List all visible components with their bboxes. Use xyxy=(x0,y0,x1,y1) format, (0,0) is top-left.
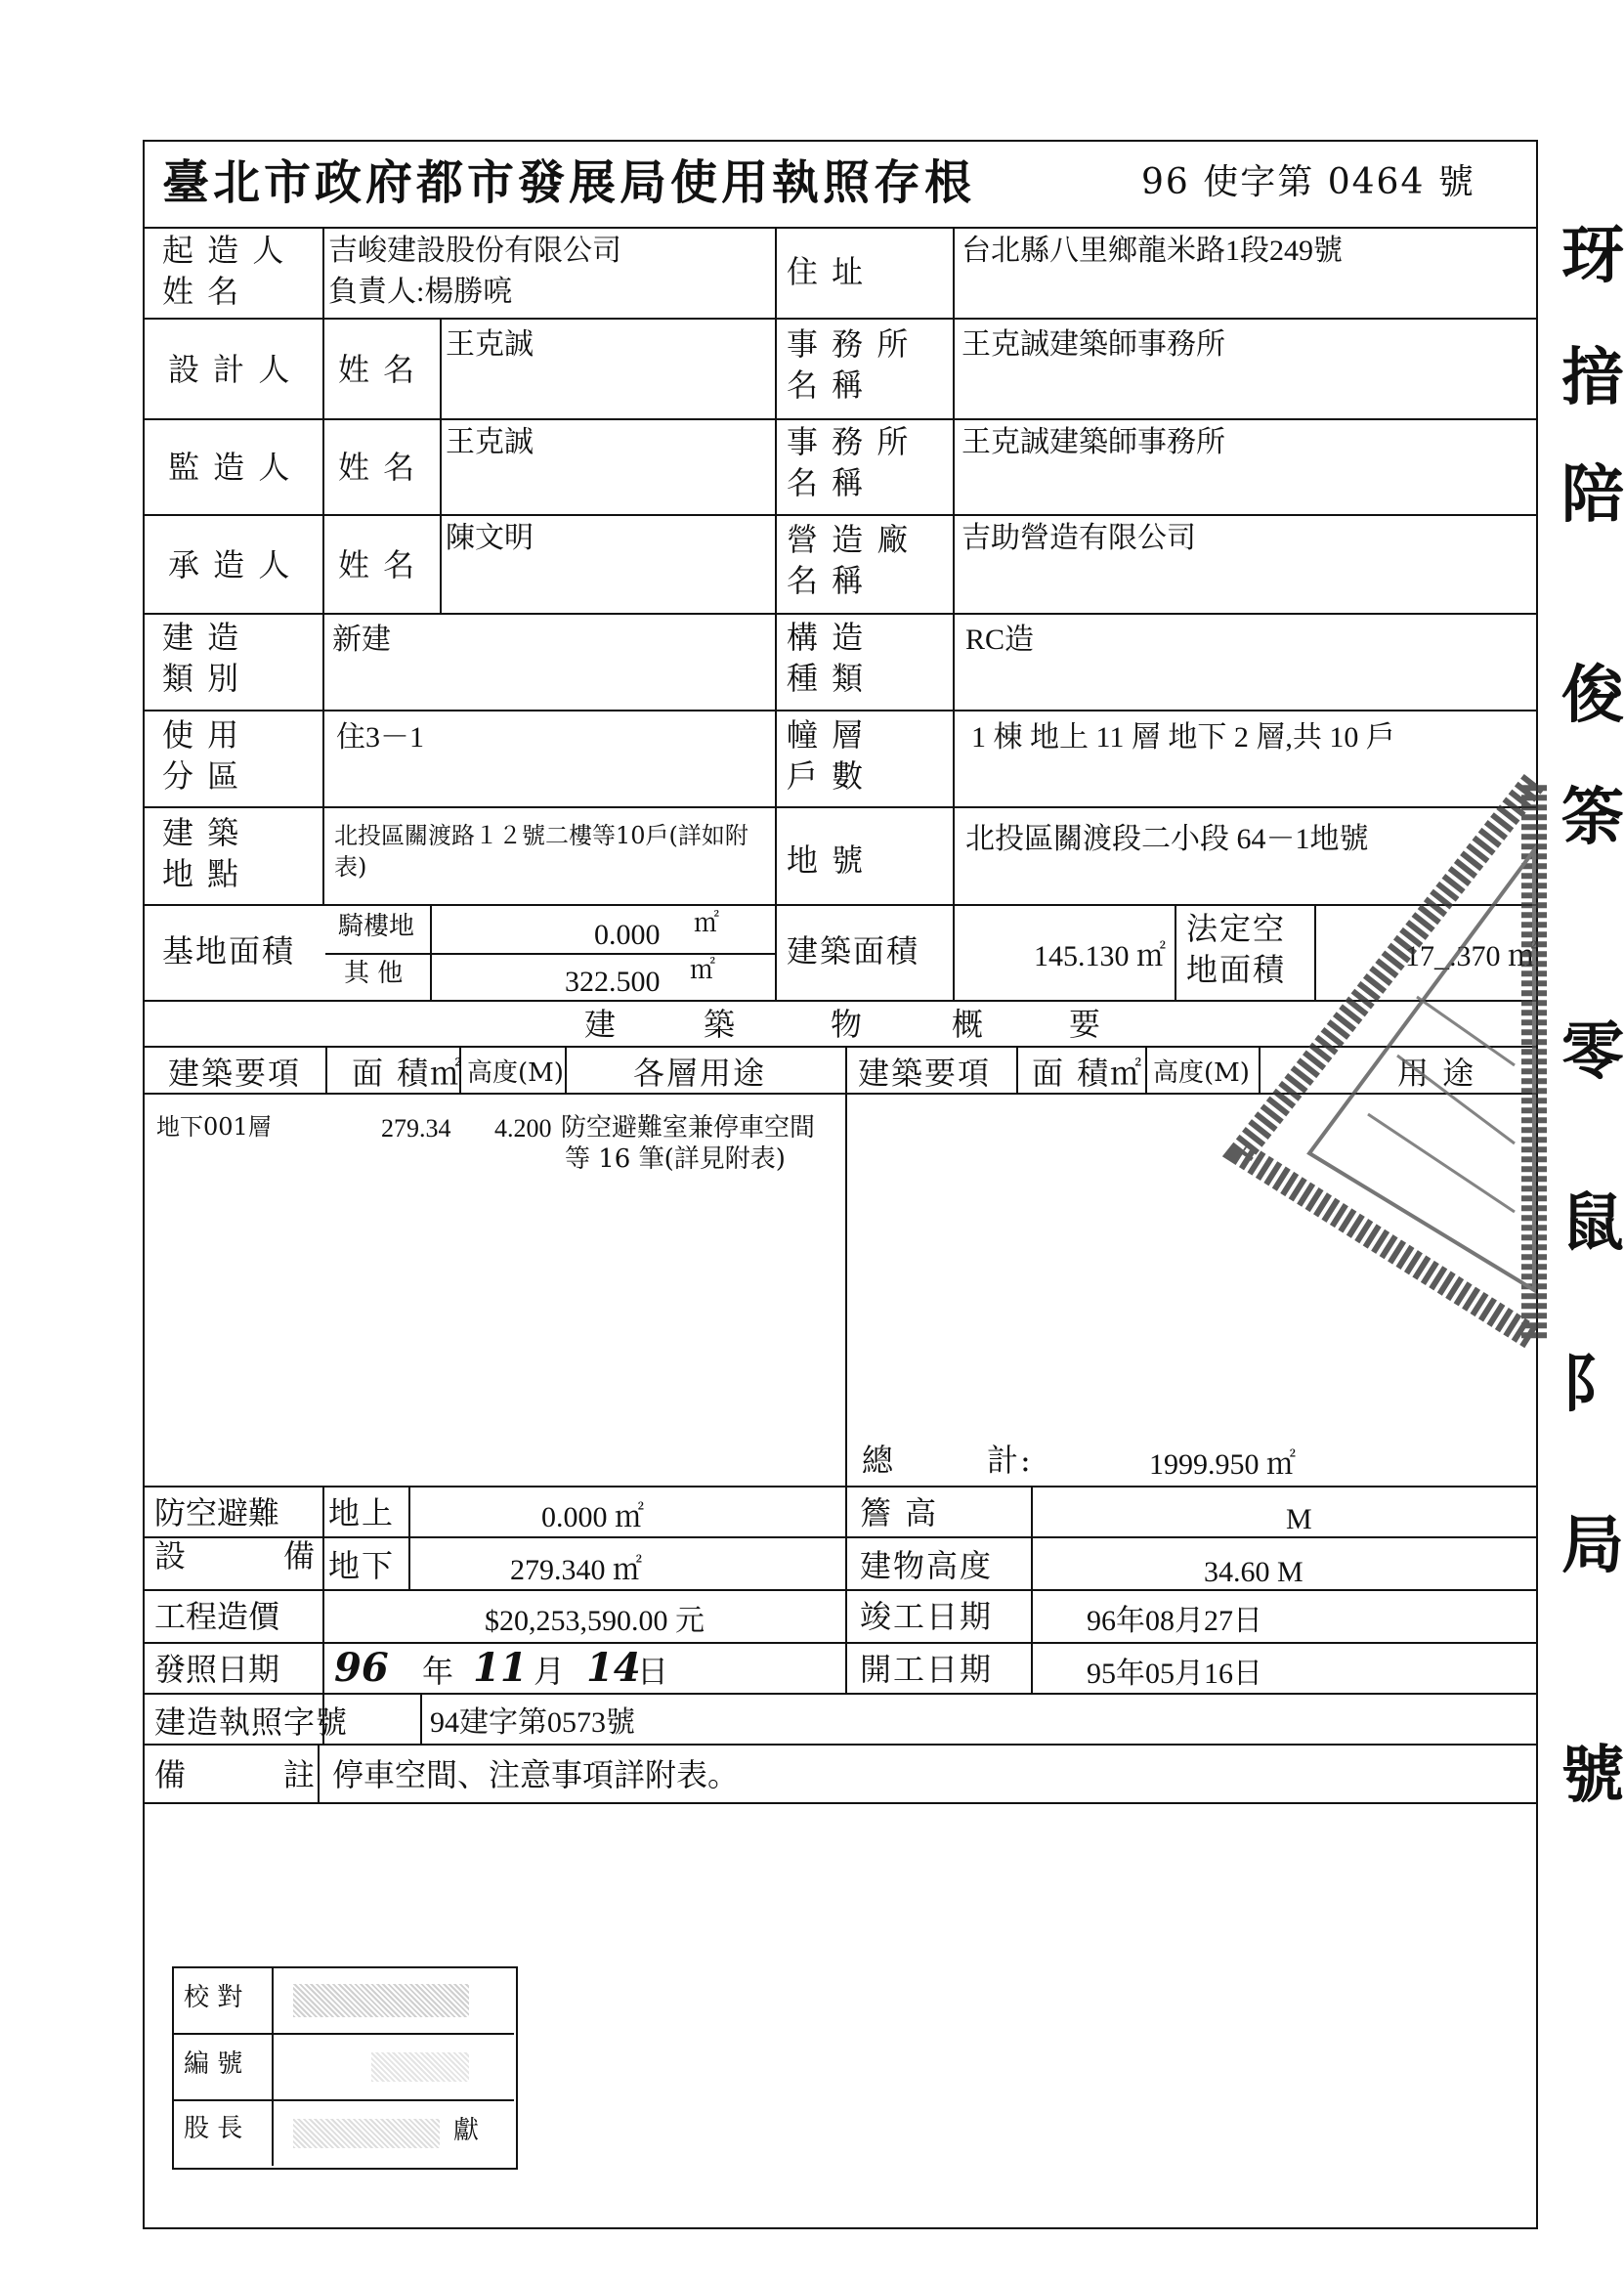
shelter-below-value: 279.340 ㎡ xyxy=(510,1554,642,1586)
build-permit-label: 建造執照字號 xyxy=(154,1703,349,1741)
official-stamp xyxy=(1221,743,1544,1368)
builder-address: 台北縣八里鄉龍米路1段249號 xyxy=(962,235,1343,267)
open-space-label: 法定空 xyxy=(1186,910,1287,947)
permit-mid: 使字第 xyxy=(1203,162,1315,202)
build-permit-value: 94建字第0573號 xyxy=(430,1706,635,1739)
shelter-label-2a: 設 xyxy=(154,1537,189,1574)
location-label-2: 地 點 xyxy=(162,855,241,892)
shelter-label: 防空避難 xyxy=(154,1494,280,1531)
supervisor-name: 王克誠 xyxy=(446,426,534,458)
structure-label-2: 種 類 xyxy=(787,660,866,697)
margin-char: 筡 xyxy=(1561,781,1624,854)
margin-char: 阝 xyxy=(1561,1348,1624,1421)
supervisor-name-label: 姓 名 xyxy=(338,449,417,486)
overview-heading-4: 概 xyxy=(952,1006,986,1043)
cost-value: $20,253,590.00 元 xyxy=(485,1605,705,1637)
designer-label: 設 計 人 xyxy=(168,351,292,388)
overview-heading-1: 建 xyxy=(584,1006,619,1043)
contractor-company-label: 營 造 廠 xyxy=(787,521,911,558)
overview-heading-5: 要 xyxy=(1069,1006,1103,1043)
location-value: 北投區關渡路１２號二樓等10戶(詳如附 xyxy=(334,822,748,849)
construction-type-label-2: 類 別 xyxy=(162,660,241,697)
table-row-floor: 地下001層 xyxy=(156,1113,272,1141)
open-space-label-2: 地面積 xyxy=(1186,951,1287,988)
table-row-height: 4.200 xyxy=(494,1114,552,1142)
shelter-above-label: 地上 xyxy=(328,1494,396,1531)
zoning-label: 使 用 xyxy=(162,716,241,754)
structure-type: RC造 xyxy=(965,624,1035,656)
designer-name-label: 姓 名 xyxy=(338,351,417,388)
col-item-header: 建築要項 xyxy=(168,1055,302,1092)
eaves-value: M xyxy=(1286,1503,1312,1535)
construction-type: 新建 xyxy=(332,624,391,656)
col-use-header-2: 用 途 xyxy=(1397,1055,1476,1092)
other-value: 322.500 xyxy=(565,966,661,998)
contractor-name: 陳文明 xyxy=(446,522,534,554)
completion-label: 竣工日期 xyxy=(860,1598,994,1635)
issue-year: 96 xyxy=(334,1645,389,1691)
lot-label: 地 號 xyxy=(787,841,866,879)
margin-char: 玡 xyxy=(1561,219,1624,292)
other-unit: ㎡ xyxy=(690,956,716,984)
arcade-unit: ㎡ xyxy=(694,909,720,937)
margin-char: 陪 xyxy=(1561,458,1624,532)
builder-rep: 負責人:楊勝喨 xyxy=(328,276,513,308)
table-row-use: 防空避難室兼停車空間 xyxy=(561,1113,816,1142)
designer-office-label: 事 務 所 xyxy=(787,325,911,363)
permit-num: 0464 xyxy=(1327,162,1426,202)
site-area-label: 基地面積 xyxy=(162,932,296,970)
permit-suffix: 號 xyxy=(1437,162,1475,202)
margin-char: 揞 xyxy=(1561,341,1624,414)
start-label: 開工日期 xyxy=(860,1651,994,1688)
signoff-number-stamp xyxy=(371,2052,469,2082)
signoff-number-label: 編 號 xyxy=(184,2049,243,2079)
eaves-label: 簷 高 xyxy=(860,1494,939,1531)
total-value: 1999.950 ㎡ xyxy=(1149,1448,1296,1481)
signoff-chief-stamp xyxy=(293,2119,440,2148)
page-title: 臺北市政府都市發展局使用執照存根 xyxy=(162,155,976,210)
total-label: 總 xyxy=(862,1442,896,1479)
margin-char: 號 xyxy=(1561,1739,1624,1812)
shelter-label-2b: 備 xyxy=(283,1537,318,1574)
designer-name: 王克誠 xyxy=(446,328,534,361)
supervisor-office: 王克誠建築師事務所 xyxy=(962,426,1225,458)
location-value-2: 表) xyxy=(334,853,367,881)
designer-office: 王克誠建築師事務所 xyxy=(962,328,1225,361)
col-use-header: 各層用途 xyxy=(633,1055,767,1092)
designer-office-label-2: 名 稱 xyxy=(787,366,866,404)
remarks-label-2: 註 xyxy=(283,1756,318,1793)
issue-month-unit: 月 xyxy=(534,1653,568,1690)
other-label: 其 他 xyxy=(344,959,404,988)
address-label: 住 址 xyxy=(787,253,866,290)
building-height-label: 建物高度 xyxy=(860,1547,994,1584)
remarks-label: 備 xyxy=(154,1756,189,1793)
zoning-label-2: 分 區 xyxy=(162,757,241,795)
issue-year-unit: 年 xyxy=(422,1653,456,1690)
margin-char: 俊 xyxy=(1561,659,1624,732)
builder-label-2: 姓 名 xyxy=(162,273,241,310)
issue-date-label: 發照日期 xyxy=(154,1651,280,1688)
signoff-chief-stamp-char: 獻 xyxy=(453,2116,480,2145)
signoff-check-stamp xyxy=(293,1984,469,2017)
margin-char: 局 xyxy=(1561,1509,1624,1582)
total-label-2: 計: xyxy=(987,1442,1033,1479)
building-area-value: 145.130 ㎡ xyxy=(1034,940,1166,972)
location-label: 建 築 xyxy=(162,814,241,851)
contractor-company-label-2: 名 稱 xyxy=(787,562,866,599)
building-height-value: 34.60 M xyxy=(1204,1556,1303,1588)
building-area-label: 建築面積 xyxy=(787,932,920,970)
permit-year: 96 xyxy=(1141,162,1190,202)
issue-month: 11 xyxy=(473,1645,528,1691)
col-area-header-2: 面 積㎡ xyxy=(1032,1055,1144,1092)
issue-day: 14 xyxy=(586,1645,641,1691)
col-height-header-2: 高度(M) xyxy=(1153,1058,1250,1088)
supervisor-label: 監 造 人 xyxy=(168,449,292,486)
supervisor-office-label-2: 名 稱 xyxy=(787,464,866,501)
col-area-header: 面 積㎡ xyxy=(352,1055,464,1092)
cost-label: 工程造價 xyxy=(154,1598,280,1635)
floors-label: 幢 層 xyxy=(787,716,866,754)
issue-day-unit: 日 xyxy=(637,1653,671,1690)
supervisor-office-label: 事 務 所 xyxy=(787,423,911,460)
shelter-below-label: 地下 xyxy=(328,1547,396,1584)
floors-label-2: 戶 數 xyxy=(787,757,866,795)
signoff-check-label: 校 對 xyxy=(184,1983,243,2012)
builder-label: 起 造 人 xyxy=(162,232,286,269)
table-row-use-2: 等 16 筆(詳見附表) xyxy=(565,1144,786,1174)
contractor-name-label: 姓 名 xyxy=(338,546,417,583)
remarks-value: 停車空間、注意事項詳附表。 xyxy=(332,1756,740,1793)
construction-type-label: 建 造 xyxy=(162,619,241,656)
signoff-chief-label: 股 長 xyxy=(184,2114,243,2143)
table-row-area: 279.34 xyxy=(381,1114,451,1142)
open-space-value: 17_.370 ㎡ xyxy=(1405,940,1537,972)
margin-char: 鼠 xyxy=(1561,1186,1624,1260)
margin-char: 零 xyxy=(1561,1015,1624,1089)
shelter-above-value: 0.000 ㎡ xyxy=(541,1501,644,1533)
arcade-value: 0.000 xyxy=(594,919,661,951)
zoning-value: 住3－1 xyxy=(336,721,424,754)
permit-number xyxy=(1141,162,1475,202)
overview-heading-3: 物 xyxy=(831,1006,865,1043)
lot-value: 北投區關渡段二小段 64－1地號 xyxy=(965,823,1369,855)
overview-heading-2: 築 xyxy=(704,1006,738,1043)
col-height-header: 高度(M) xyxy=(467,1058,564,1088)
start-date: 95年05月16日 xyxy=(1087,1658,1262,1690)
contractor-label: 承 造 人 xyxy=(168,546,292,583)
contractor-company: 吉助營造有限公司 xyxy=(962,522,1196,554)
col-item-header-2: 建築要項 xyxy=(858,1055,992,1092)
builder-name: 吉峻建設股份有限公司 xyxy=(328,235,621,267)
completion-date: 96年08月27日 xyxy=(1087,1605,1262,1637)
arcade-label: 騎樓地 xyxy=(338,912,415,941)
structure-label: 構 造 xyxy=(787,619,866,656)
floors-value: 1 棟 地上 11 層 地下 2 層,共 10 戶 xyxy=(971,721,1395,754)
